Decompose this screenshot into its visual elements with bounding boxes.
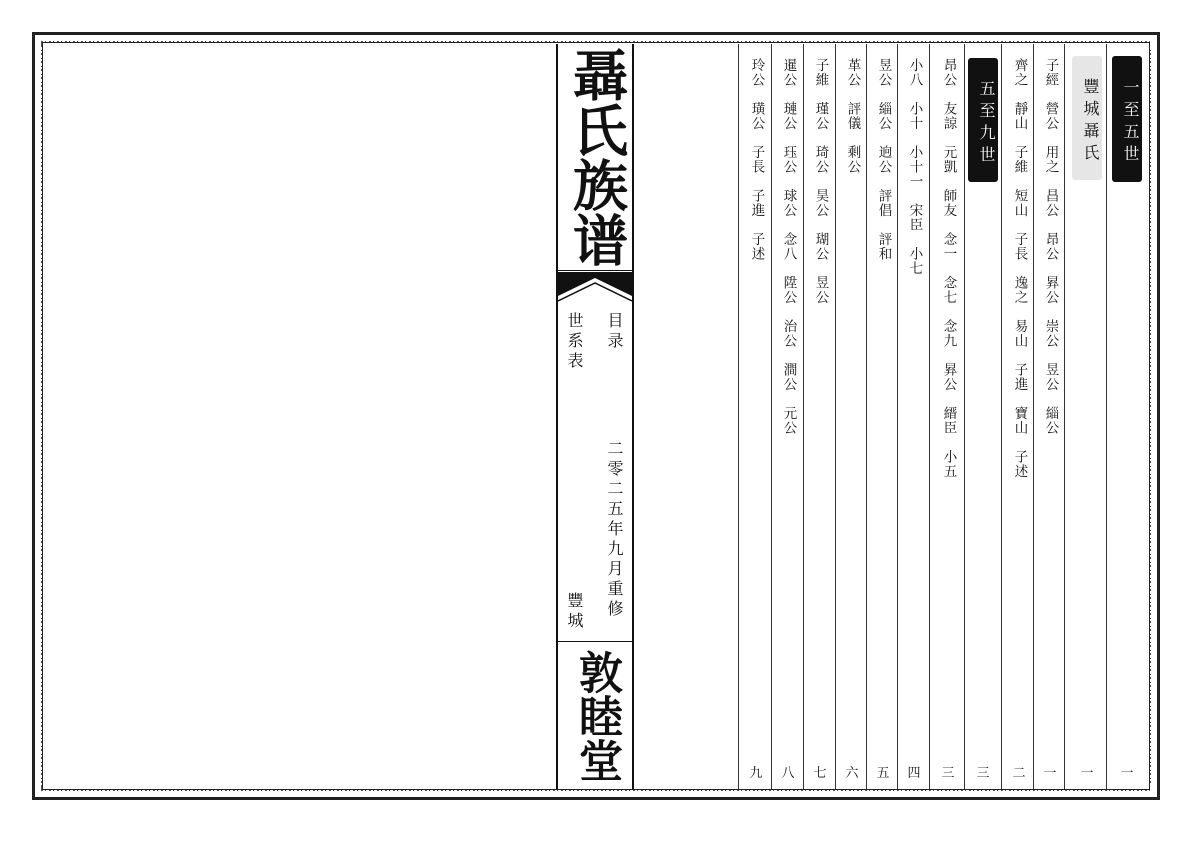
column-rule [738,44,739,789]
heading-gen-1-5: 一至五世 [1112,56,1142,182]
names-list: 昂公 友諒 元凱 師友 念一 念七 念九 昪公 縉臣 小五 [940,58,957,479]
column-rule [835,44,836,789]
column-rule [771,44,772,789]
revision-date: 二零二五年九月重修 [605,440,624,620]
column-rule [1001,44,1002,789]
names-list: 革公 評儀 剩公 [844,58,861,174]
column-rule [803,44,804,789]
page-number: 二 [1012,766,1026,781]
heading-clan: 豐城聶氏 [1072,56,1102,180]
generation-column-9 [741,58,771,261]
names-list: 玲公 璜公 子長 子進 子述 [748,58,765,261]
column-rule [929,44,930,789]
page-number: 一 [1120,766,1134,781]
hall-rule [558,641,632,642]
page-number: 六 [845,766,859,781]
names-list: 昱公 緇公 逈公 評倡 評和 [875,58,892,261]
generation-column-5 [868,58,898,261]
generation-column-4 [899,58,929,276]
names-list: 小八 小十 小十一 宋臣 小七 [906,58,923,276]
column-rule [1106,44,1107,789]
generation-column-3 [933,58,963,479]
column-rule [964,44,965,789]
page-number: 九 [749,766,763,781]
page-number: 三 [976,766,990,781]
chevron-ornament [558,272,632,302]
generation-column-1 [1035,58,1065,435]
spine-left-rule [556,44,558,789]
names-list: 齊之 靜山 子維 短山 子長 逸之 易山 子進 寶山 子述 [1011,58,1028,479]
book-title: 聶氏族谱 [564,47,629,267]
title-rule [558,270,632,271]
heading-gen-5-9: 五至九世 [968,58,998,182]
names-list: 子經 營公 用之 昌公 昂公 昪公 崇公 昱公 緇公 [1042,58,1059,435]
page-number: 五 [876,766,890,781]
spine-right-rule [632,44,634,789]
section-label: 世系表 [565,312,584,372]
place-name: 豐城 [565,592,584,632]
page-number: 四 [907,766,921,781]
generation-column-8 [773,58,803,435]
generation-column-6 [837,58,867,174]
generation-column-2 [1004,58,1034,479]
contents-label: 目录 [605,312,624,352]
hall-name: 敦睦堂 [571,649,622,782]
page-number: 七 [813,766,827,781]
generation-column-7 [805,58,835,305]
page-number: 一 [1043,766,1057,781]
page-number: 一 [1080,766,1094,781]
page-number: 三 [941,766,955,781]
names-list: 暹公 璉公 珏公 球公 念八 陞公 治公 澗公 元公 [780,58,797,435]
page-number: 八 [781,766,795,781]
names-list: 子維 瑾公 琦公 昊公 瑚公 昱公 [812,58,829,305]
